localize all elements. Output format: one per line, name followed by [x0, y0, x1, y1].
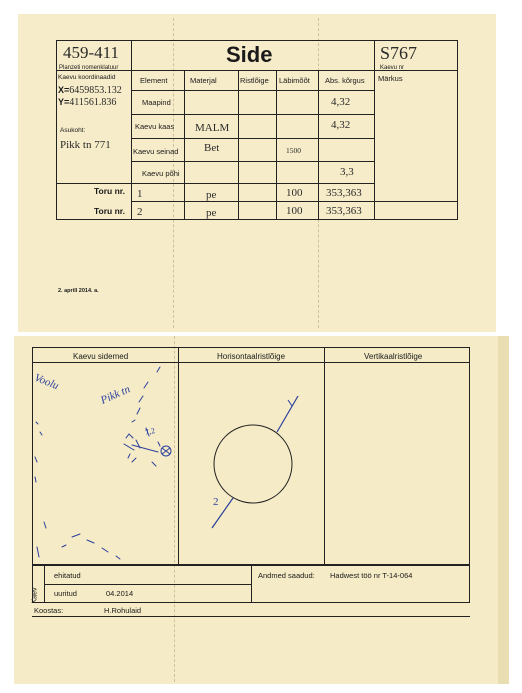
col-header-element: Element — [140, 76, 168, 85]
source-value: Hadwest töö nr T-14-064 — [330, 571, 413, 580]
divider — [56, 183, 131, 184]
divider — [32, 602, 470, 603]
col-header-diameter: Läbimõõt — [279, 76, 310, 85]
pipe-material-2: pe — [206, 207, 217, 219]
pipe-no-2: 2 — [137, 206, 143, 218]
sketch-label-street-pikk: Pikk tn — [98, 383, 132, 407]
surveyed-value: 04.2014 — [106, 589, 134, 598]
section-horizontal-title: Horisontaalristlõige — [217, 352, 286, 361]
row-element-ground: Maapind — [142, 98, 171, 107]
row-element-walls: Kaevu seinad — [133, 147, 179, 156]
built-label: ehitatud — [54, 571, 81, 580]
well-number-label: Kaevu nr — [380, 65, 405, 71]
date-note: 2. aprill 2014. a. — [58, 288, 99, 294]
pipe-height-2: 353,363 — [326, 205, 362, 217]
divider — [318, 70, 319, 220]
row-height-bottom: 3,3 — [340, 166, 354, 178]
nomenclature-value: 459-411 — [63, 43, 120, 62]
col-header-section: Ristlõige — [240, 76, 269, 85]
pipe-no-1: 1 — [137, 188, 143, 200]
sketch-label-dimension: 7,2 — [144, 426, 156, 437]
col-header-material: Materjal — [190, 76, 217, 85]
horizontal-section-sketch — [178, 362, 324, 565]
row-diameter-walls: 1500 — [286, 146, 301, 155]
bottom-sheet — [14, 336, 509, 684]
divider — [131, 161, 374, 162]
x-value: 6459853.132 — [69, 85, 122, 96]
x-coordinate — [58, 85, 122, 96]
col-header-height: Abs. kõrgus — [325, 76, 365, 85]
y-value: 411561.836 — [69, 97, 117, 108]
section-connections-title: Kaevu sidemed — [73, 352, 129, 361]
divider — [251, 565, 252, 603]
divider — [276, 70, 277, 220]
coordinates-label: Kaevu koordinaadid — [58, 74, 116, 81]
top-sheet — [18, 14, 496, 332]
divider — [374, 40, 375, 220]
y-prefix: Y= — [58, 97, 70, 107]
page-title: Side — [226, 42, 273, 67]
divider — [131, 40, 132, 220]
surveyed-label: uuritud — [54, 589, 77, 598]
sketch-label-street-left: Voolu — [32, 371, 61, 393]
footer-vertical-label: Kaev — [31, 587, 39, 604]
pipe-diameter-1: 100 — [286, 187, 303, 199]
compiled-label: Koostas: — [34, 606, 64, 615]
divider — [324, 347, 325, 565]
pipe-label-2: Toru nr. — [94, 206, 126, 216]
paper-edge — [498, 336, 509, 684]
section-vertical-title: Vertikaalristlõige — [364, 352, 423, 361]
divider — [131, 183, 374, 184]
divider — [131, 70, 458, 71]
divider — [131, 138, 374, 139]
row-material-cover: MALM — [195, 122, 230, 134]
compiled-value: H.Rohulaid — [104, 606, 142, 615]
row-height-cover: 4,32 — [331, 119, 351, 131]
pipe-diameter-2: 100 — [286, 205, 303, 217]
pipe-label-1: Toru nr. — [94, 186, 126, 196]
pipe-height-1: 353,363 — [326, 187, 362, 199]
location-value: Pikk tn 771 — [60, 139, 111, 151]
divider — [238, 70, 239, 220]
divider — [131, 201, 458, 202]
location-label: Asukoht: — [60, 127, 86, 134]
sketch-label-pipe: 2 — [213, 496, 219, 508]
col-header-note: Märkus — [378, 74, 403, 83]
divider — [44, 584, 251, 585]
divider — [131, 114, 374, 115]
divider — [32, 616, 470, 617]
pipe-material-1: pe — [206, 189, 217, 201]
source-label: Andmed saadud: — [258, 571, 315, 580]
row-height-ground: 4,32 — [331, 96, 351, 108]
nomenclature-label: Planzeti nomenklatuur — [59, 65, 119, 71]
row-element-bottom: Kaevu põhi — [142, 169, 180, 178]
row-element-cover: Kaevu kaas — [135, 122, 175, 131]
well-number: S767 — [380, 43, 418, 63]
x-prefix: X= — [58, 85, 70, 95]
divider — [184, 70, 185, 220]
row-material-walls: Bet — [204, 142, 220, 154]
divider — [131, 90, 374, 91]
y-coordinate — [58, 97, 116, 108]
